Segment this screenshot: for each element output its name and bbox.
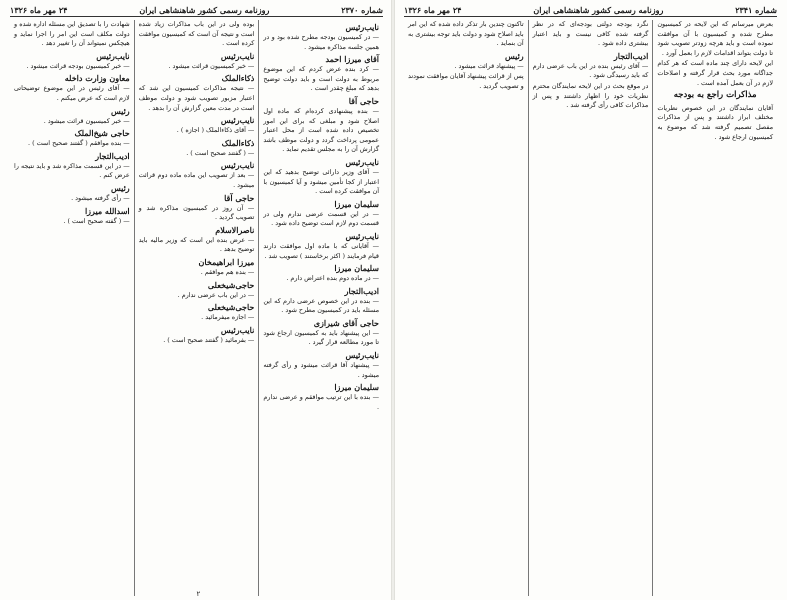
paragraph: — بنده موافقم ( گفتند صحیح است ) . xyxy=(28,139,130,148)
right-page-date: ۲۴ مهر ماه ۱۳۲۶ xyxy=(404,5,462,15)
right-page-column-3 xyxy=(404,20,529,596)
speaker-name: نایب‌رئیس xyxy=(220,50,255,61)
paragraph: — رأی گرفته میشود . xyxy=(71,193,130,202)
paragraph: — در این قسمت مذاکره شد و باید نتیجه را عرض کنم . xyxy=(13,161,130,180)
left-page xyxy=(0,0,393,600)
speaker-name: حاجی‌شیخعلی xyxy=(207,279,255,290)
paragraph: — این پیشنهاد باید به کمیسیون ارجاع شود تا مورد مطالعه قرار گیرد . xyxy=(263,328,379,347)
speaker-name: رئیس xyxy=(110,182,130,193)
paragraph: — آقای رئیس بنده در این باب عرضی دارم که باید رسیدگی شود . xyxy=(532,61,649,80)
speaker-name: نایب‌رئیس xyxy=(96,50,130,61)
left-page-journal: روزنامه رسمی کشور شاهنشاهی ایران xyxy=(139,5,270,15)
paragraph: — بعد از تصویب این ماده ماده دوم قرائت میشود . xyxy=(138,171,255,189)
paragraph: — آن روز در کمیسیون مذاکره شد و تصویب گردید . xyxy=(138,203,255,222)
paragraph: — ( گفتند صحیح است ) . xyxy=(186,148,255,157)
speaker-name: ذکاءالملک xyxy=(221,73,255,84)
paragraph: — بنده با این ترتیب موافقم و عرضی ندارم . xyxy=(263,393,379,411)
paragraph: — خبر کمیسیون قرائت میشود . xyxy=(43,116,130,125)
speaker-name: نایب‌رئیس xyxy=(220,115,255,126)
speaker-name: آقای میرزا احمد xyxy=(325,54,379,65)
right-page-issue: شماره ۲۳۴۱ xyxy=(735,5,777,15)
paragraph: — خبر کمیسیون قرائت میشود . xyxy=(168,61,255,70)
right-page-columns xyxy=(404,20,777,596)
speaker-name: حاجی‌شیخعلی xyxy=(207,302,255,313)
right-page xyxy=(394,0,787,600)
paragraph: — خبر کمیسیون بودجه قرائت میشود . xyxy=(26,61,130,70)
left-page-issue: شماره ۲۳۷۰ xyxy=(341,5,383,15)
paragraph: — در کمیسیون بودجه مطرح شده بود و در همین جلسه مذاکره میشود . xyxy=(263,33,379,51)
paragraph: بوده ولی در این باب مذاکرات زیاد شده است و نتیجه آن است که کمیسیون موافقت کرده است . xyxy=(138,20,255,48)
paragraph: — بنده پیشنهادی کرده‌ام که ماده اول اصلاح شود و مبلغی که برای این امور تخصیص داده شده است از محل اعتبار عمومی پرداخت گردد و دولت موظف باشد گزارش آن را به مجلس تقدیم نماید . xyxy=(263,106,379,154)
paragraph: — آقایانی که با ماده اول موافقت دارند قیام فرمایند ( اکثر برخاستند ) تصویب شد . xyxy=(263,241,379,260)
speaker-name: حاجی آقا xyxy=(224,192,255,203)
speaker-name: میرزا ابراهیمخان xyxy=(198,256,255,267)
paragraph: شهادت را با تصدیق این مسئله اداره شده و دولت مکلف است این امر را اجرا نماید و هیچکس نمیتواند آن را تغییر دهد . xyxy=(13,20,130,48)
section-title: مذاکرات راجع به بودجه xyxy=(673,90,757,101)
speaker-name: ادیب‌التجار xyxy=(95,150,130,161)
speaker-name: ادیب‌التجار xyxy=(344,285,379,296)
speaker-name: سلیمان میرزا xyxy=(334,382,379,393)
right-page-journal: روزنامه رسمی کشور شاهنشاهی ایران xyxy=(533,5,664,15)
speaker-name: نایب‌رئیس xyxy=(345,22,379,32)
paragraph: — کرد بنده عرض کردم که این موضوع مربوط به دولت است و باید دولت توضیح بدهد که مبلغ چقدر است . xyxy=(263,65,379,93)
paragraph: بعرض میرسانم که این لایحه در کمیسیون مطرح شده و کمیسیون با آن موافقت نموده است و باید هرچه زودتر تصویب شود تا دولت بتواند اقدامات لازم را بعمل آورد . xyxy=(657,20,773,57)
speaker-name: اسدالله میرزا xyxy=(84,205,130,216)
paragraph: — عرض بنده این است که وزیر مالیه باید توضیح بدهد . xyxy=(138,235,255,254)
right-page-column-1 xyxy=(653,20,777,596)
paragraph: — اجازه میفرمائید . xyxy=(201,313,255,322)
speaker-name: حاجی آقا xyxy=(348,95,379,106)
paragraph: آقایان نمایندگان در این خصوص نظریات مختلف ابراز داشتند و پس از مذاکرات مفصل تصمیم گرفته شد که موضوع به کمیسیون ارجاع شود . xyxy=(657,103,773,141)
paragraph: — پیشنهاد آقا قرائت میشود و رأی گرفته میشود . xyxy=(263,361,379,379)
paragraph: در موقع بحث در این لایحه نمایندگان محترم نظریات خود را اظهار داشتند و پس از مذاکرات کافی رأی گرفته شد . xyxy=(532,81,649,110)
paragraph: — بنده در این خصوص عرضی دارم که این مسئله باید در کمیسیون مطرح شود . xyxy=(263,296,379,315)
speaker-name: نایب‌رئیس xyxy=(220,324,255,335)
left-page-column-2 xyxy=(135,20,260,596)
paragraph: — در ماده دوم بنده اعتراض دارم . xyxy=(286,274,379,283)
paragraph: — آقای رئیس در این موضوع توضیحاتی لازم است که عرض میکنم . xyxy=(13,84,130,102)
speaker-name: ادیب‌التجار xyxy=(613,50,649,61)
page-number: ۲ xyxy=(196,590,201,598)
right-page-column-2 xyxy=(529,20,654,596)
speaker-name: حاجی آقای شیرازی xyxy=(313,317,379,328)
paragraph: تاکنون چندین بار تذکر داده شده که این امر باید اصلاح شود و دولت باید توجه بیشتری به آن بنماید . xyxy=(407,20,524,48)
speaker-name: حاجی شیخ‌الملک xyxy=(74,128,130,139)
paragraph: — آقای وزیر دارائی توضیح بدهید که این اعتبار از کجا تأمین میشود و آیا کمیسیون با آن موافقت کرده است . xyxy=(263,167,379,196)
speaker-name: نایب‌رئیس xyxy=(220,160,255,171)
speaker-name: ذکاءالملک xyxy=(221,137,255,148)
speaker-name: سلیمان میرزا xyxy=(334,263,379,274)
speaker-name: نایب‌رئیس xyxy=(345,230,379,241)
speaker-name: نایب‌رئیس xyxy=(345,156,379,167)
paragraph: این لایحه دارای چند ماده است که هر کدام جداگانه مورد بحث قرار گرفته و اصلاحات لازم در آن بعمل آمده است . xyxy=(657,59,773,87)
paragraph: پس از قرائت پیشنهاد آقایان موافقت نمودند و تصویب گردید . xyxy=(407,72,524,90)
speaker-name: سلیمان میرزا xyxy=(334,198,379,209)
paragraph: — ( گفته صحیح است ) . xyxy=(63,216,130,225)
speaker-name: رئیس xyxy=(504,50,524,61)
speaker-name: رئیس xyxy=(110,105,130,116)
paragraph: نگرد بودجه دولتی بودجه‌ای که در نظر گرفته شده کافی نیست و باید اعتبار بیشتری داده شود . xyxy=(532,20,649,48)
paragraph: — آقای ذکاءالملک ( اجازه ) . xyxy=(176,126,255,135)
paragraph: — در این قسمت عرضی ندارم ولی در قسمت دوم لازم است توضیح داده شود . xyxy=(263,209,379,228)
left-page-header xyxy=(10,4,383,17)
paragraph: — نتیجه مذاکرات کمیسیون این شد که اعتبار مزبور تصویب شود و دولت موظف است در مدت معین گزارش آن را بدهد . xyxy=(138,84,255,112)
left-page-column-3 xyxy=(10,20,135,596)
paragraph: — بفرمائید ( گفتند صحیح است ) . xyxy=(163,335,255,344)
paragraph: — پیشنهاد قرائت میشود . xyxy=(454,61,524,70)
speaker-name: معاون وزارت داخله xyxy=(64,73,130,84)
right-page-header xyxy=(404,4,777,17)
left-page-date: ۲۴ مهر ماه ۱۳۲۶ xyxy=(10,5,68,15)
speaker-name: ناصرالاسلام xyxy=(215,224,255,235)
left-page-columns xyxy=(10,20,383,596)
left-page-column-1 xyxy=(259,20,383,596)
paragraph: — بنده هم موافقم . xyxy=(200,267,255,276)
speaker-name: نایب‌رئیس xyxy=(345,350,379,361)
paragraph: — در این باب عرضی ندارم . xyxy=(177,290,255,299)
